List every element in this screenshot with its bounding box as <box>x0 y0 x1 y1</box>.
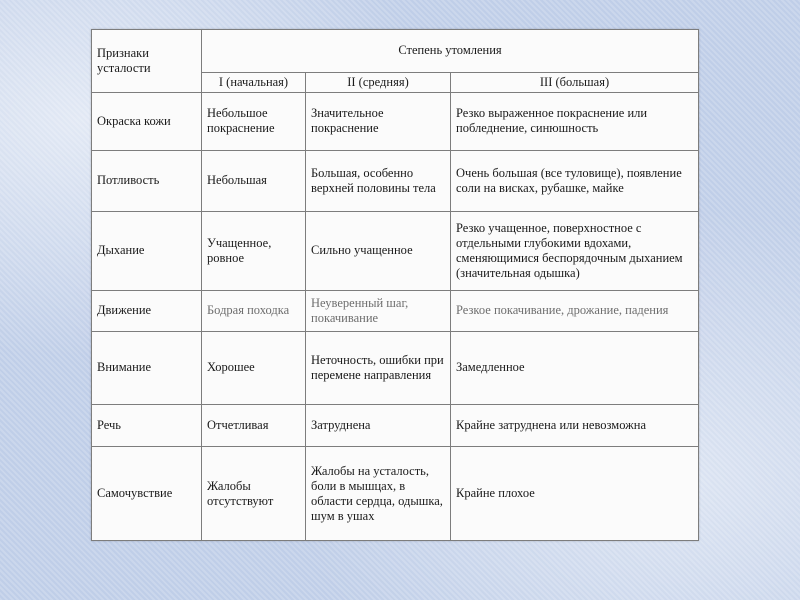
table-row <box>92 331 699 404</box>
table-row <box>92 291 699 332</box>
header-level-3: III (большая) <box>451 72 699 92</box>
row-value-level-1: Учащенное, ровное <box>202 211 306 290</box>
row-value-level-3: Резкое покачивание, дрожание, падения <box>451 291 699 332</box>
table-row <box>92 211 699 290</box>
row-value-level-3: Очень большая (все туловище), появление соли на висках, рубашке, майке <box>451 150 699 211</box>
table-header-row <box>92 30 699 73</box>
row-value-level-1: Жалобы отсутствуют <box>202 447 306 541</box>
row-value-level-2: Значительное покраснение <box>306 92 451 150</box>
table-row <box>92 447 699 541</box>
table-row <box>92 92 699 150</box>
header-level-2: II (средняя) <box>306 72 451 92</box>
row-sign: Внимание <box>92 331 202 404</box>
row-value-level-2: Неточность, ошибки при перемене направления <box>306 331 451 404</box>
row-value-level-2: Сильно учащенное <box>306 211 451 290</box>
header-level-1: I (начальная) <box>202 72 306 92</box>
row-value-level-3: Крайне плохое <box>451 447 699 541</box>
row-value-level-2: Неуверенный шаг, покачивание <box>306 291 451 332</box>
row-value-level-2: Затруднена <box>306 404 451 447</box>
row-value-level-3: Замедленное <box>451 331 699 404</box>
table-row <box>92 404 699 447</box>
row-value-level-3: Крайне затруднена или невозможна <box>451 404 699 447</box>
row-value-level-1: Небольшая <box>202 150 306 211</box>
row-sign: Самочувствие <box>92 447 202 541</box>
row-value-level-2: Большая, особенно верхней половины тела <box>306 150 451 211</box>
row-value-level-1: Отчетливая <box>202 404 306 447</box>
row-value-level-2: Жалобы на усталость, боли в мышцах, в области сердца, одышка, шум в ушах <box>306 447 451 541</box>
row-value-level-1: Хорошее <box>202 331 306 404</box>
row-sign: Речь <box>92 404 202 447</box>
row-sign: Потливость <box>92 150 202 211</box>
header-degree: Степень утомления <box>202 30 699 73</box>
table-row <box>92 150 699 211</box>
row-value-level-1: Небольшое покраснение <box>202 92 306 150</box>
row-value-level-1: Бодрая походка <box>202 291 306 332</box>
row-value-level-3: Резко выраженное покраснение или побледнение, синюшность <box>451 92 699 150</box>
row-value-level-3: Резко учащенное, поверхностное с отдельными глубокими вдохами, сменяющимися беспорядочным дыханием (значительная одышка) <box>451 211 699 290</box>
header-signs: Признаки усталости <box>92 30 202 93</box>
row-sign: Дыхание <box>92 211 202 290</box>
fatigue-table <box>91 29 699 541</box>
row-sign: Окраска кожи <box>92 92 202 150</box>
row-sign: Движение <box>92 291 202 332</box>
